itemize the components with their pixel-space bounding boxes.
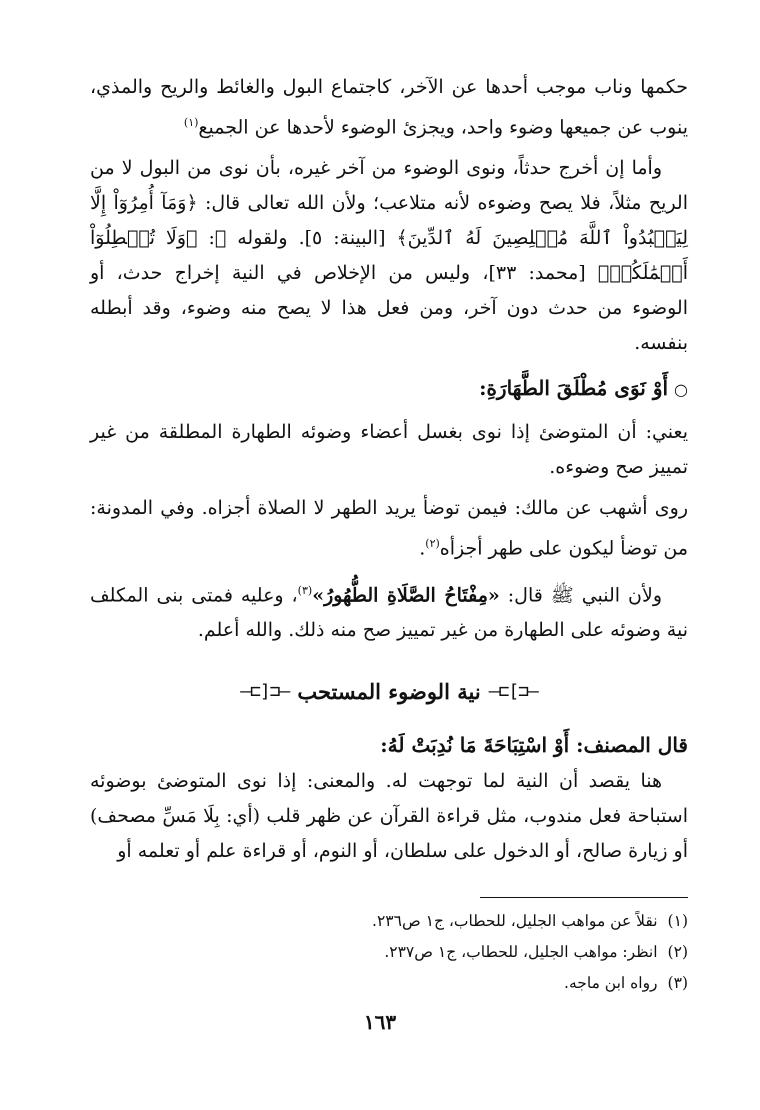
paragraph-4-text: روى أشهب عن مالك: فيمن توضأ يريد الطهر لا الصلاة أجزاه. وفي المدونة: من توضأ ليكون على طهر أجزأه [90,497,688,560]
author-statement [90,726,688,764]
ornament-right-icon: —⊏]⊐— [488,681,538,703]
paragraph-4 [90,491,688,566]
footnote-divider [480,897,688,898]
hadith-quote: «مِفْتَاحُ الصَّلَاةِ الطُّهُورُ» [312,583,500,606]
author-statement-text: أَوْ اسْتِبَاحَةَ مَا نُدِبَتْ لَهُ: [380,732,570,757]
footnote-text: رواه ابن ماجه. [564,974,658,992]
paragraph-3: يعني: أن المتوضئ إذا نوى بغسل أعضاء وضوئه الطهارة المطلقة من غير تمييز صح وضوءه. [90,421,688,479]
paragraph-1-text: حكمها وناب موجب أحدها عن الآخر، كاجتماع البول والغائط والريح والمذي، ينوب عن جميعها وضوء واحد، ويجزئ الوضوء لأحدها عن الجميع [90,76,688,139]
footnote-text: انظر: مواهب الجليل، للحطاب، ج١ ص٢٣٧. [384,943,658,961]
section-title-text: نية الوضوء المستحب [297,679,481,705]
footnote-number: (١) [667,912,688,930]
footnote-item [90,968,688,999]
heading-text: أَوْ نَوَى مُطْلَقَ الطَّهَارَةِ: [479,376,669,401]
author-label: قال المصنف: [569,732,688,757]
circle-bullet-icon: ○ [674,380,688,400]
footnote-number: (٣) [667,974,688,992]
footnote-ref-1: (١) [183,116,199,129]
page-number: ١٦٣ [363,1010,397,1034]
footnote-item [90,906,688,937]
paragraph-4-end: . [419,537,426,560]
footnotes [90,906,688,999]
paragraph-7: هنا يقصد أن النية لما توجهت له. والمعنى: إذا نوى المتوضئ بوضوئه استباحة فعل مندوب، مثل قراءة القرآن عن ظهر قلب (أي: بِلَا مَسِّ مصحف) أو زيارة صالح، أو الدخول على سلطان، أو النوم، أو قراءة علم أو تعلمه أو [90,769,688,862]
paragraph-5-start: ولأن النبي ﷺ قال: [499,583,662,606]
footnote-text: نقلاً عن مواهب الجليل، للحطاب، ج١ ص٢٣٦. [372,912,658,930]
footnote-ref-3: (٣) [297,583,313,597]
section-title [90,672,688,712]
paragraph-2: وأما إن أخرج حدثاً، ونوى الوضوء من آخر غيره، بأن نوى من البول لا من الريح مثلاً، فلا يصح وضوءه لأنه متلاعب؛ ولأن الله تعالى قال: ﴿وَمَآ أُمِرُوٓاْ إِلَّا لِيَعۡبُدُواْ ٱللَّهَ مُخۡلِصِينَ لَهُ ٱلدِّينَ﴾ [البينة: ٥]. ولقوله ﷺ: ﴿وَلَا تُبۡطِلُوٓاْ أَعۡمَٰلَكُمۡ﴾ [محمد: ٣٣]، وليس من الإخلاص في النية إخراج حدث، أو الوضوء من حدث دون آخر، ومن فعل هذا لا يصح منه وضوء، وقد أبطله بنفسه. [90,157,688,355]
heading-mutlaq-tahara [90,369,688,409]
paragraph-5 [90,573,688,648]
footnote-number: (٢) [667,943,688,961]
paragraph-1 [90,70,688,145]
footnote-ref-2: (٢) [425,537,440,551]
footnote-item [90,937,688,968]
paragraph-5-end: ، وعليه فمتى بنى المكلف نية وضوئه على الطهارة من غير تمييز صح منه ذلك. والله أعلم. [90,583,688,641]
ornament-left-icon: —⊏[⊐— [240,681,290,703]
